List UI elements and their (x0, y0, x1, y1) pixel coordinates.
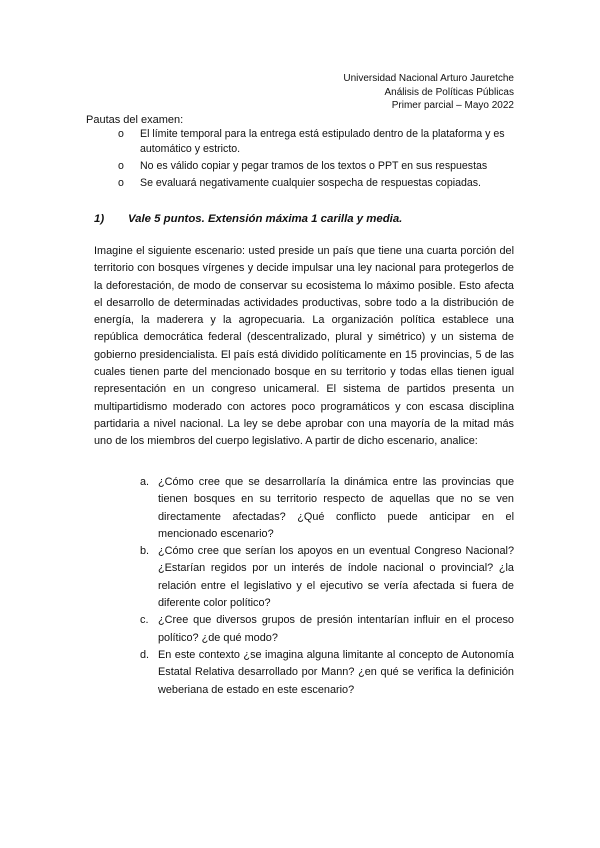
question-title: Vale 5 puntos. Extensión máxima 1 carilla y media. (128, 213, 403, 225)
bullet-icon: o (118, 177, 124, 189)
subquestion-letter: b. (140, 545, 150, 558)
subquestion-list (130, 474, 514, 699)
exam-date: Primer parcial – Mayo 2022 (391, 100, 514, 111)
subquestion-text: ¿Cómo cree que serían los apoyos en un eventual Congreso Nacional? ¿Estarían regidos por un interés de índole nacional o provincial? ¿la relación entre el legislativo y el ejecutivo se vería afectada si fuera de diferente color político? (158, 545, 514, 610)
subquestion-d (130, 647, 514, 699)
university-name: Universidad Nacional Arturo Jauretche (343, 73, 514, 84)
scenario-paragraph: Imagine el siguiente escenario: usted preside un país que tiene una cuarta porción del territorio con bosques vírgenes y decide impulsar una ley nacional para protegerlos de la deforestación, de modo de conservar su ecosistema lo máximo posible. Esto afecta el desarrollo de determinadas actividades productivas, sobre todo a la distribución de energía, la maderera y la agropecuaria. La organización política establece una república democrática federal (descentralizado, plural y simétrico) y un sistema de gobierno presidencialista. El país está dividido políticamente en 15 provincias, 5 de las cuales tienen parte del mencionado bosque en su territorio y todas ellas tienen igual representación en un congreso unicameral. El sistema de partidos presenta un multipartidismo moderado con actores poco programáticos y con escasa disciplina partidaria a nivel nacional. La ley se debe aprobar con una mayoría de la mitad más uno de los miembros del cuerpo legislativo. A partir de dicho escenario, analice: (94, 245, 514, 448)
question-number: 1) (94, 213, 105, 225)
guidelines-title: Pautas del examen: (86, 114, 184, 126)
guideline-text: El límite temporal para la entrega está estipulado dentro de la plataforma y es automático y estricto. (140, 128, 505, 155)
subquestion-b (130, 543, 514, 612)
bullet-icon: o (118, 160, 124, 172)
subquestion-text: ¿Cómo cree que se desarrollaría la dinámica entre las provincias que tienen bosques en su territorio respecto de aquellas que no se ven directamente afectadas? ¿Qué conflicto puede anticipar en el mencionado escenario? (158, 476, 514, 540)
subquestion-letter: a. (140, 476, 150, 488)
subquestion-letter: c. (140, 614, 149, 627)
document-header (343, 72, 514, 113)
guideline-item (118, 127, 513, 157)
subquestion-a (130, 474, 514, 543)
guidelines-list (118, 127, 513, 193)
course-name: Análisis de Políticas Públicas (384, 86, 514, 98)
subquestion-text: ¿Cree que diversos grupos de presión intentarían influir en el proceso político? ¿de qué modo? (158, 614, 514, 644)
question-heading (94, 213, 402, 225)
bullet-icon: o (118, 128, 124, 140)
guideline-text: No es válido copiar y pegar tramos de los textos o PPT en sus respuestas (140, 160, 488, 172)
guideline-item (118, 159, 513, 174)
subquestion-c (130, 612, 514, 647)
subquestion-text: En este contexto ¿se imagina alguna limitante al concepto de Autonomía Estatal Relativa desarrollado por Mann? ¿en qué se verifica la definición weberiana de estado en este escenario? (158, 648, 514, 696)
subquestion-letter: d. (140, 648, 150, 661)
guideline-text: Se evaluará negativamente cualquier sospecha de respuestas copiadas. (140, 177, 481, 189)
guideline-item (118, 176, 513, 191)
